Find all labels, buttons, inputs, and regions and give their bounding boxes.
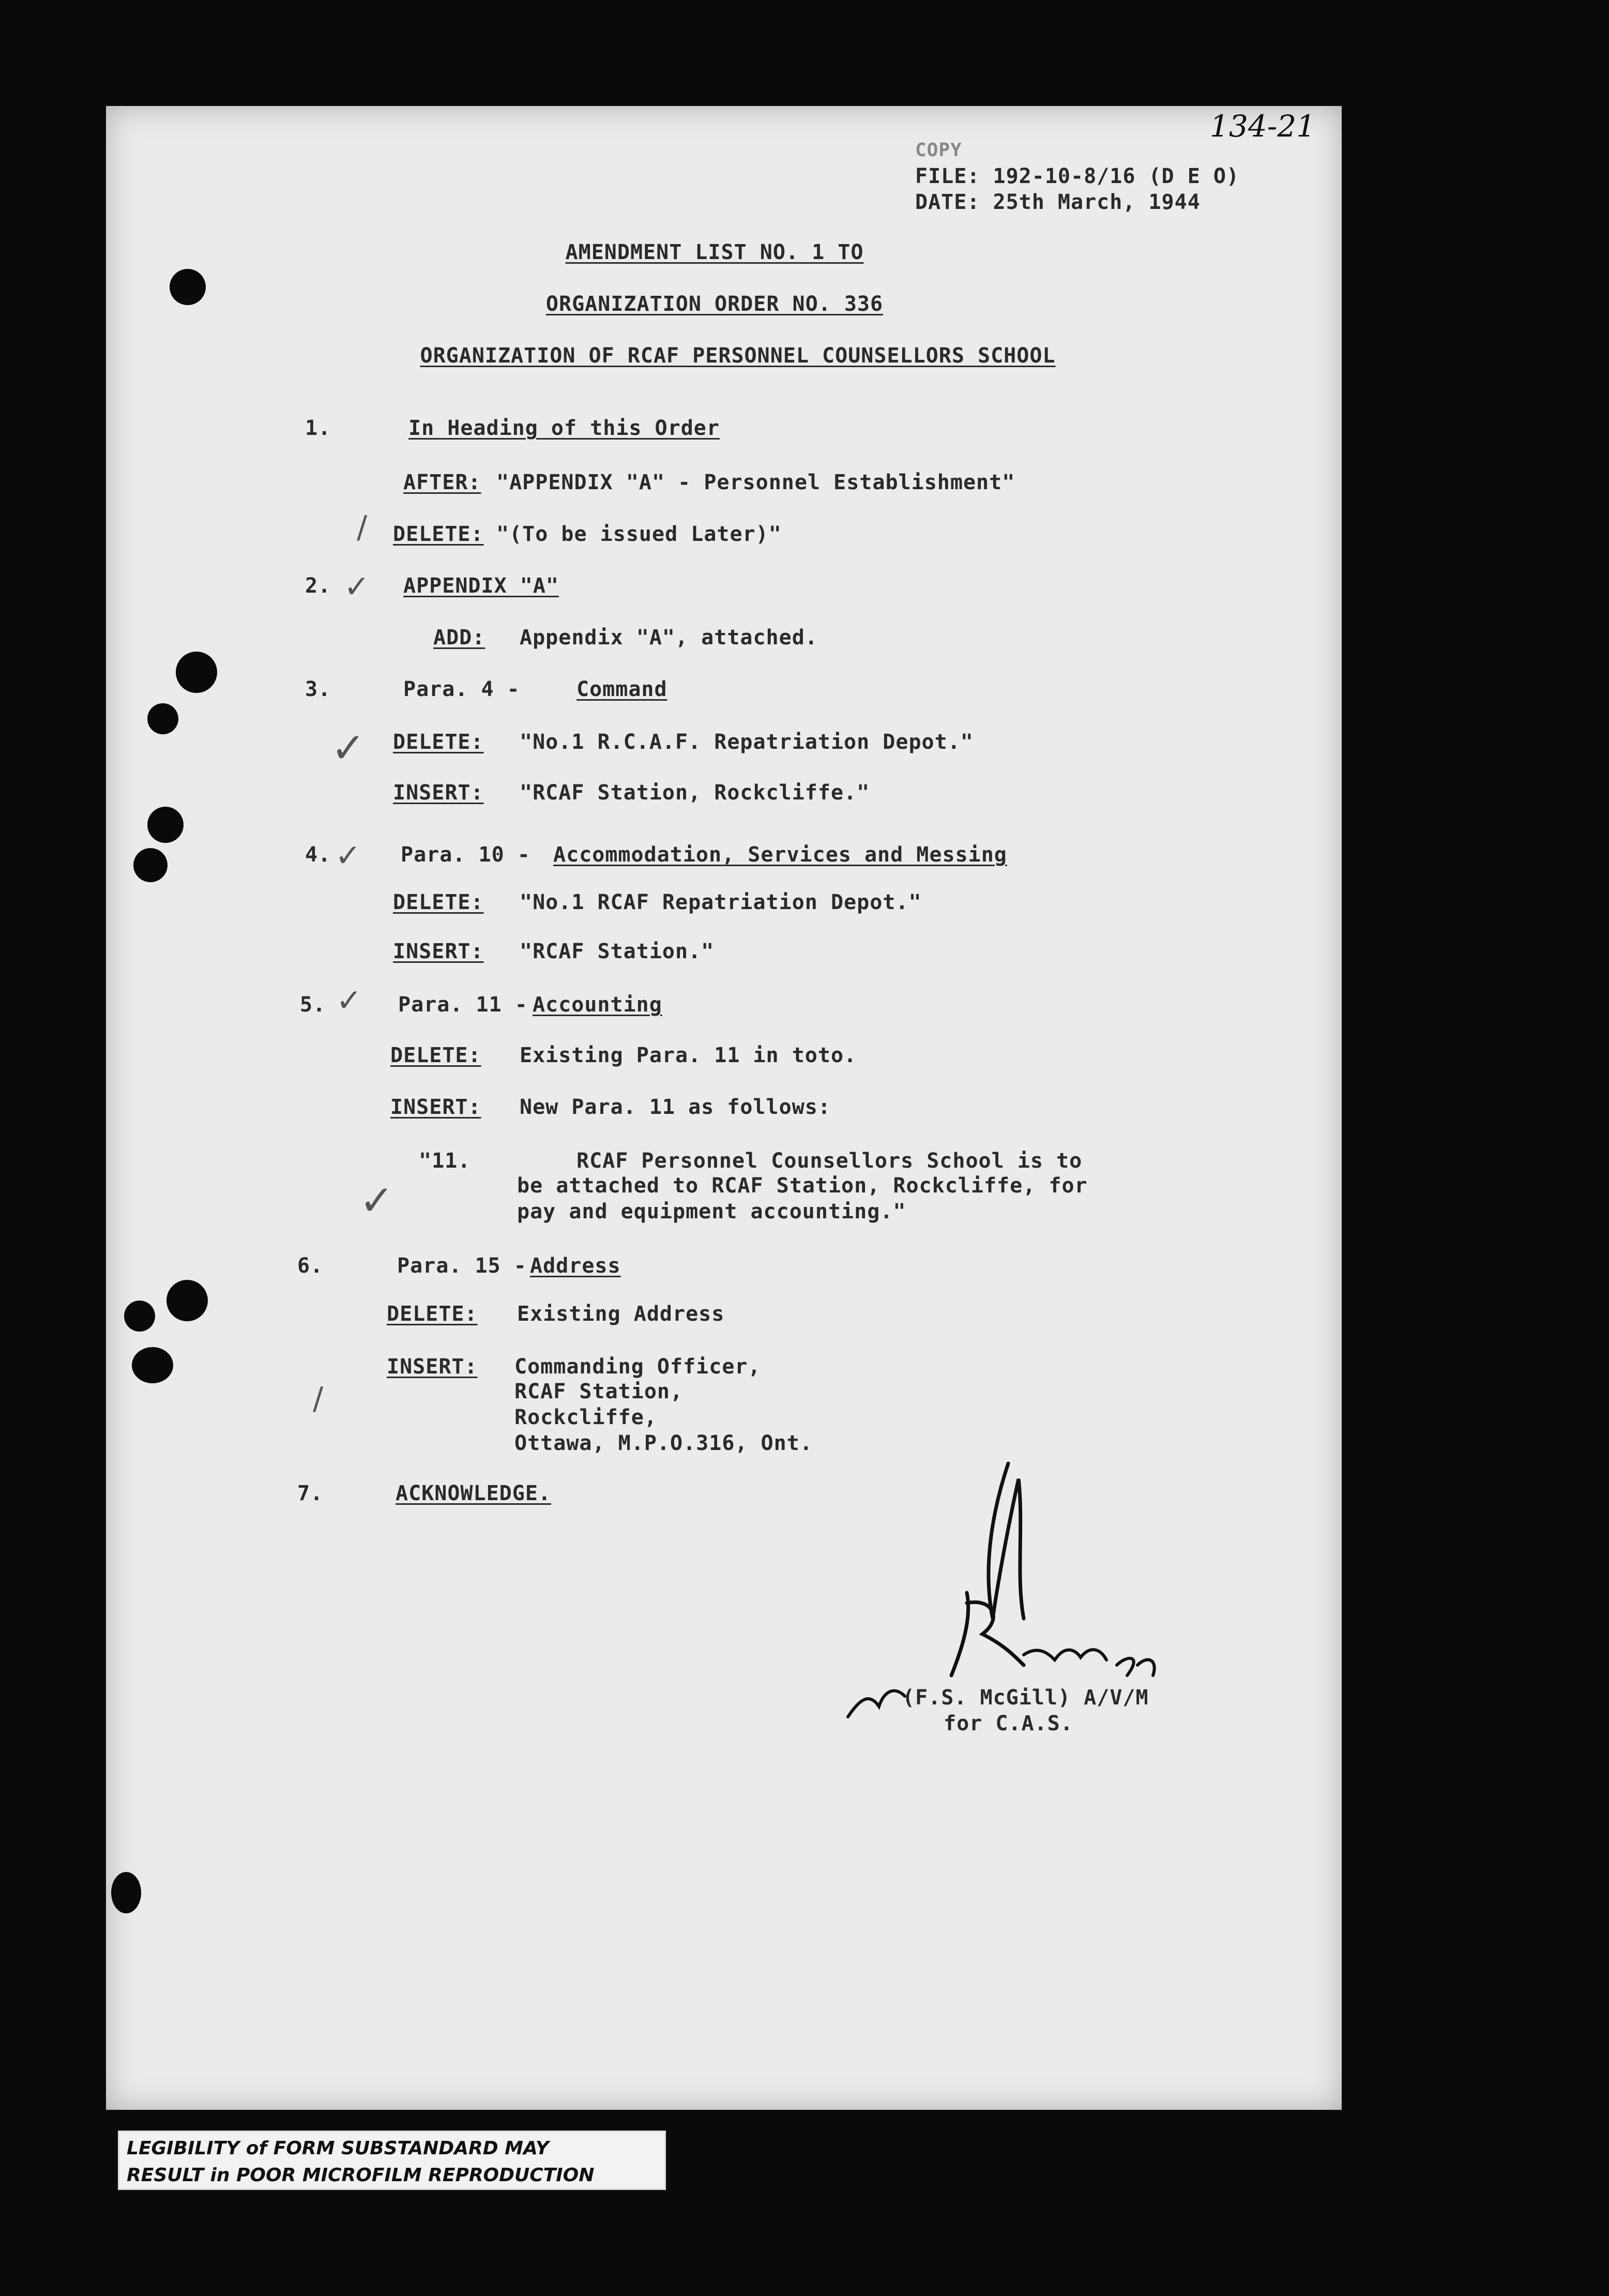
legibility-note [118,2131,666,2190]
check-mark-icon: / [357,509,368,546]
delete-label: DELETE: [393,890,484,914]
delete-label: DELETE: [387,1302,478,1326]
item-heading: Accommodation, Services and Messing [553,843,1007,867]
check-mark-icon: ✓ [359,1176,394,1225]
insert-label: INSERT: [393,940,484,963]
para-11-text: RCAF Personnel Counsellors School is to [576,1149,1083,1173]
document-date: DATE: 25th March, 1944 [915,190,1201,214]
item-number: 3. [305,677,331,701]
item-heading: Accounting [533,993,662,1017]
after-label: AFTER: [403,471,481,494]
punch-hole [176,652,217,693]
item-number: 6. [297,1254,324,1278]
delete-label: DELETE: [393,730,484,754]
item-heading: Command [576,677,667,701]
delete-text: Existing Para. 11 in toto. [520,1044,857,1067]
punch-hole [166,1280,208,1321]
insert-text: "RCAF Station." [520,940,715,963]
insert-label: INSERT: [390,1095,481,1119]
signatory-name: (F.S. McGill) A/V/M [902,1686,1149,1710]
item-number: 7. [297,1482,324,1505]
after-text: "APPENDIX "A" - Personnel Establishment" [496,471,1015,494]
item-number: 1. [305,416,331,440]
delete-label: DELETE: [390,1044,481,1067]
delete-text: Existing Address [517,1302,725,1326]
insert-address: Ottawa, M.P.O.316, Ont. [514,1431,813,1455]
delete-text: "No.1 RCAF Repatriation Depot." [520,890,922,914]
check-mark-icon: ✓ [344,569,370,605]
item-heading: Address [530,1254,621,1278]
delete-text: "(To be issued Later)" [496,522,782,546]
legibility-note-line: LEGIBILITY of FORM SUBSTANDARD MAY [127,2138,549,2159]
insert-label: INSERT: [393,781,484,805]
copy-label: COPY [915,140,962,161]
title-organization-of-school: ORGANIZATION OF RCAF PERSONNEL COUNSELLORS SCHOOL [420,344,1056,368]
punch-hole [147,807,184,843]
item-number: 5. [300,993,326,1017]
punch-hole [132,1347,173,1383]
punch-hole [133,848,168,882]
file-number-handwritten: 134-21 [1210,109,1316,144]
punch-hole [170,269,206,305]
punch-hole [111,1872,141,1913]
item-heading: APPENDIX "A" [403,574,559,598]
para-11-number: "11. [419,1149,471,1173]
para-11-text: pay and equipment accounting." [517,1200,906,1223]
para-11-text: be attached to RCAF Station, Rockcliffe, for [517,1174,1088,1198]
insert-address: Commanding Officer, [514,1355,761,1379]
item-heading-prefix: Para. 15 - [397,1254,527,1278]
insert-address: RCAF Station, [514,1380,684,1403]
check-mark-icon: ✓ [331,724,366,772]
check-mark-icon: ✓ [335,838,361,874]
insert-address: Rockcliffe, [514,1406,657,1429]
item-heading-prefix: Para. 11 - [398,993,528,1017]
item-heading: In Heading of this Order [408,416,720,440]
item-number: 2. [305,574,331,598]
add-label: ADD: [433,626,485,649]
insert-text: "RCAF Station, Rockcliffe." [520,781,870,805]
punch-hole [147,703,178,734]
delete-text: "No.1 R.C.A.F. Repatriation Depot." [520,730,974,754]
insert-text: New Para. 11 as follows: [520,1095,831,1119]
check-mark-icon: ✓ [336,983,362,1019]
file-reference: FILE: 192-10-8/16 (D E O) [915,164,1240,188]
item-heading-prefix: Para. 4 - [403,677,520,701]
delete-label: DELETE: [393,522,484,546]
punch-hole [124,1301,155,1332]
item-heading-prefix: Para. 10 - [401,843,530,867]
signatory-for: for C.A.S. [944,1712,1073,1735]
legibility-note-line: RESULT in POOR MICROFILM REPRODUCTION [127,2165,595,2186]
title-amendment-list: AMENDMENT LIST NO. 1 TO [565,240,864,264]
item-number: 4. [305,843,331,867]
item-heading: ACKNOWLEDGE. [396,1482,551,1505]
check-mark-icon: / [313,1381,324,1417]
add-text: Appendix "A", attached. [520,626,818,649]
title-organization-order: ORGANIZATION ORDER NO. 336 [545,292,884,316]
insert-label: INSERT: [387,1355,478,1379]
